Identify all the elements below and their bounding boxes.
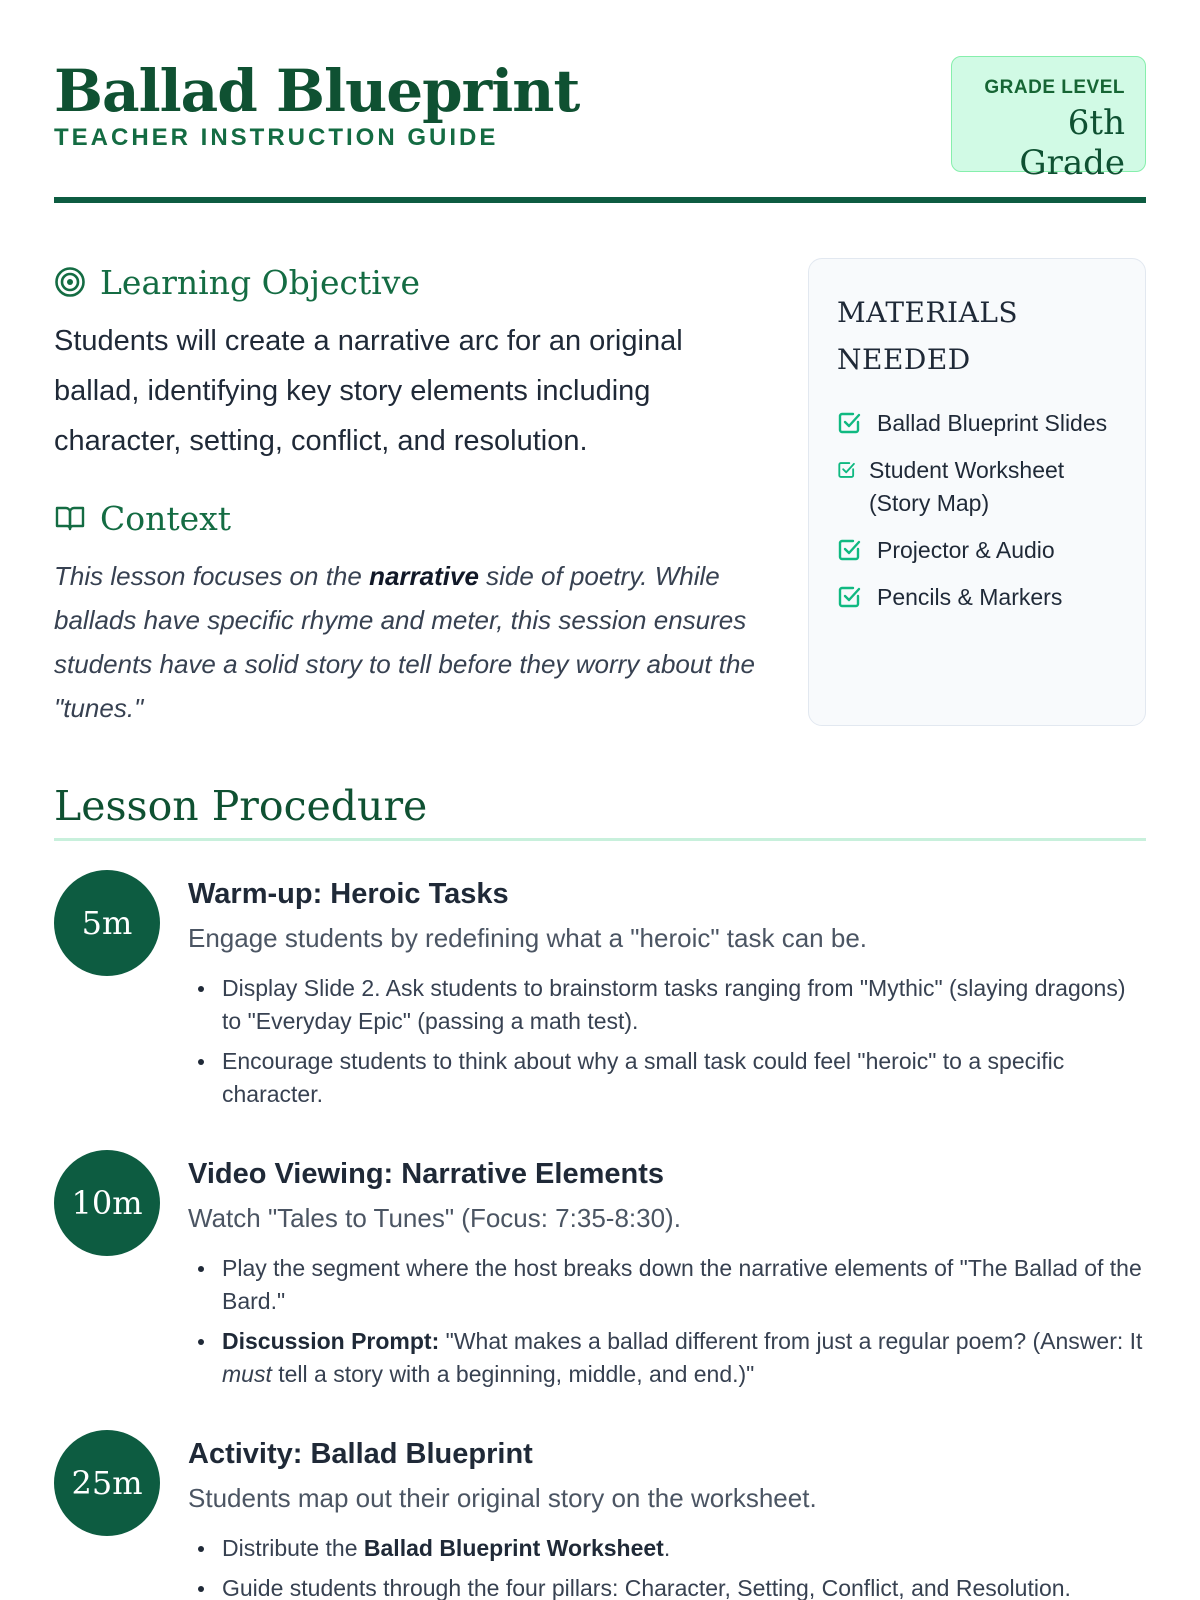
step-bullet: Guide students through the four pillars: Character, Setting, Conflict, and Resolution. bbox=[188, 1572, 1146, 1600]
discussion-prompt-label: Discussion Prompt: bbox=[222, 1328, 440, 1354]
step-body bbox=[188, 1430, 1146, 1600]
objective-text: Students will create a narrative arc for an original ballad, identifying key story elements including character, setting, conflict, and resolution. bbox=[54, 325, 683, 457]
objective-heading-label: Learning Objective bbox=[100, 262, 420, 302]
materials-item bbox=[837, 534, 1119, 567]
grade-level-value: 6th Grade bbox=[1019, 103, 1125, 183]
distribute-worksheet-name: Ballad Blueprint Worksheet bbox=[363, 1535, 664, 1561]
materials-heading: MATERIALS NEEDED bbox=[837, 296, 1019, 376]
checkbox-icon bbox=[837, 537, 863, 563]
step-bullets bbox=[188, 1252, 1146, 1391]
lesson-page bbox=[54, 0, 1146, 1600]
step-body bbox=[188, 870, 1146, 1118]
discussion-prompt-text-2: tell a story with a beginning, middle, and end.)" bbox=[271, 1361, 755, 1387]
step-bullet-discussion bbox=[188, 1325, 1146, 1391]
step-bullet: Encourage students to think about why a small task could feel "heroic" to a specific character. bbox=[188, 1045, 1146, 1111]
step-subtitle: Students map out their original story on the worksheet. bbox=[188, 1483, 817, 1513]
context-text-part-1: This lesson focuses on the bbox=[54, 561, 370, 591]
discussion-prompt-emphasis: must bbox=[222, 1361, 272, 1387]
step-subtitle: Watch "Tales to Tunes" (Focus: 7:35-8:30). bbox=[188, 1203, 681, 1233]
context-text-emphasis: narrative bbox=[369, 561, 479, 591]
materials-card bbox=[808, 258, 1146, 726]
step-title: Warm-up: Heroic Tasks bbox=[188, 878, 509, 910]
materials-item-label: Student Worksheet (Story Map) bbox=[869, 457, 1065, 516]
grade-level-badge bbox=[951, 56, 1146, 183]
header bbox=[54, 56, 1146, 204]
step-bullets bbox=[188, 1532, 1146, 1600]
checkbox-icon bbox=[837, 584, 863, 610]
discussion-prompt-text-1: "What makes a ballad different from just a regular poem? (Answer: It bbox=[439, 1328, 1143, 1354]
step-title: Activity: Ballad Blueprint bbox=[188, 1438, 533, 1470]
step-bullets bbox=[188, 972, 1146, 1111]
context-text-part-2: side of poetry. While ballads have specific rhyme and meter, this session ensures students have a solid story to tell before they worry about the "tunes." bbox=[54, 561, 755, 723]
context-heading-label: Context bbox=[100, 498, 232, 538]
objective-heading bbox=[54, 262, 774, 302]
step-bullet: Play the segment where the host breaks down the narrative elements of "The Ballad of the Bard." bbox=[188, 1252, 1146, 1318]
checkbox-icon bbox=[837, 460, 857, 480]
page-title: Ballad Blueprint bbox=[54, 57, 580, 125]
context-heading bbox=[54, 498, 774, 538]
materials-item-label: Projector & Audio bbox=[877, 537, 1055, 563]
materials-item bbox=[837, 581, 1119, 614]
left-column bbox=[54, 262, 774, 730]
target-icon bbox=[54, 266, 86, 298]
duration-badge: 10m bbox=[54, 1150, 160, 1256]
materials-list bbox=[837, 407, 1119, 614]
grade-level-label: GRADE LEVEL bbox=[984, 77, 1125, 98]
page-subtitle: TEACHER INSTRUCTION GUIDE bbox=[54, 124, 499, 151]
duration-badge: 25m bbox=[54, 1430, 160, 1536]
step-subtitle: Engage students by redefining what a "heroic" task can be. bbox=[188, 923, 867, 953]
step-title: Video Viewing: Narrative Elements bbox=[188, 1158, 664, 1190]
open-book-icon bbox=[54, 502, 86, 534]
materials-item-label: Ballad Blueprint Slides bbox=[877, 410, 1108, 436]
materials-item-label: Pencils & Markers bbox=[877, 584, 1063, 610]
procedure-divider bbox=[54, 838, 1146, 841]
duration-badge: 5m bbox=[54, 870, 160, 976]
checkbox-icon bbox=[837, 410, 863, 436]
procedure-heading: Lesson Procedure bbox=[54, 782, 428, 830]
distribute-text-1: Distribute the bbox=[222, 1535, 364, 1561]
step-bullet: Display Slide 2. Ask students to brainstorm tasks ranging from "Mythic" (slaying dragons) to "Everyday Epic" (passing a math test). bbox=[188, 972, 1146, 1038]
step-bullet-distribute bbox=[188, 1532, 1146, 1565]
header-divider bbox=[54, 197, 1146, 203]
distribute-text-2: . bbox=[663, 1535, 671, 1561]
materials-item bbox=[837, 407, 1119, 440]
step-body bbox=[188, 1150, 1146, 1398]
materials-item bbox=[837, 454, 1119, 520]
context-text bbox=[54, 554, 774, 730]
